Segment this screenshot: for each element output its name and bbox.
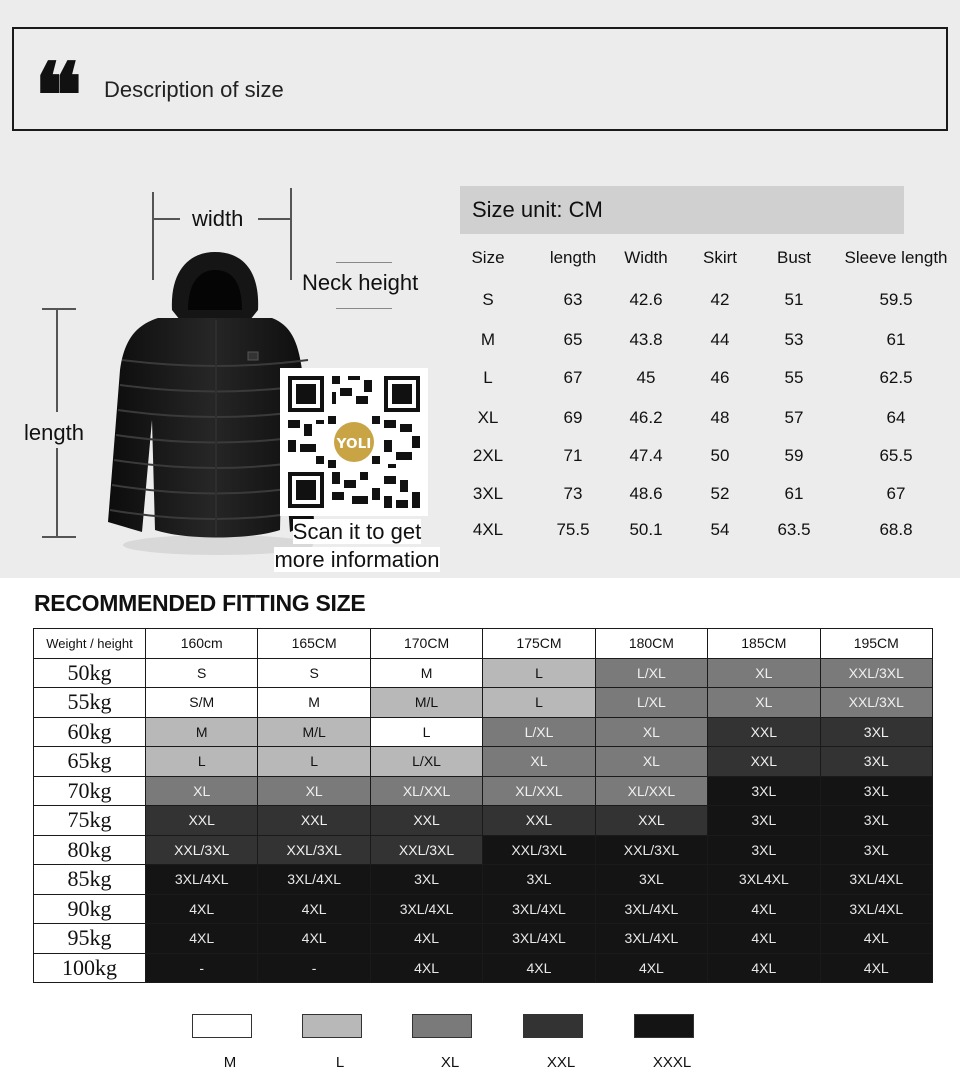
legend-label: XXL bbox=[546, 1054, 576, 1071]
grid-height-header: 175CM bbox=[483, 629, 595, 659]
size-table-cell: 57 bbox=[784, 408, 804, 427]
grid-size-cell: XXL/3XL bbox=[258, 835, 370, 865]
neck-height-label: Neck height bbox=[302, 270, 419, 295]
grid-weight-cell: 55kg bbox=[34, 688, 146, 718]
grid-size-cell: XXL/3XL bbox=[146, 835, 258, 865]
grid-size-cell: XXL/3XL bbox=[820, 688, 932, 718]
grid-size-cell: 3XL/4XL bbox=[258, 865, 370, 895]
size-table-header-cell: Skirt bbox=[703, 248, 737, 267]
grid-size-cell: XL bbox=[708, 658, 820, 688]
size-table-cell: M bbox=[480, 330, 496, 349]
width-line-left bbox=[152, 218, 180, 220]
grid-size-cell: S/M bbox=[146, 688, 258, 718]
size-table-cell: 50.1 bbox=[629, 520, 663, 539]
grid-size-cell: 4XL bbox=[820, 953, 932, 983]
grid-row bbox=[34, 865, 933, 895]
grid-size-cell: 4XL bbox=[146, 924, 258, 954]
grid-size-cell: 3XL/4XL bbox=[483, 894, 595, 924]
legend-swatch bbox=[192, 1014, 252, 1038]
legend-label: XL bbox=[440, 1054, 460, 1071]
grid-size-cell: M bbox=[258, 688, 370, 718]
grid-size-cell: XXL/3XL bbox=[483, 835, 595, 865]
grid-size-cell: XXL bbox=[258, 806, 370, 836]
grid-size-cell: XL/XXL bbox=[595, 776, 707, 806]
grid-row bbox=[34, 688, 933, 718]
size-table-cell: 3XL bbox=[472, 484, 504, 503]
grid-size-cell: 4XL bbox=[146, 894, 258, 924]
grid-weight-cell: 80kg bbox=[34, 835, 146, 865]
grid-size-cell: M/L bbox=[258, 717, 370, 747]
grid-size-cell: 3XL/4XL bbox=[370, 894, 482, 924]
grid-weight-cell: 60kg bbox=[34, 717, 146, 747]
grid-size-cell: L/XL bbox=[370, 747, 482, 777]
grid-row bbox=[34, 924, 933, 954]
size-table-cell: 43.8 bbox=[629, 330, 663, 349]
grid-size-cell: - bbox=[146, 953, 258, 983]
grid-size-cell: 3XL/4XL bbox=[146, 865, 258, 895]
grid-size-cell: 3XL/4XL bbox=[820, 865, 932, 895]
grid-weight-cell: 75kg bbox=[34, 806, 146, 836]
width-label: width bbox=[192, 206, 244, 231]
grid-size-cell: L/XL bbox=[595, 658, 707, 688]
grid-size-cell: L bbox=[483, 658, 595, 688]
legend-swatch bbox=[412, 1014, 472, 1038]
grid-size-cell: 3XL bbox=[370, 865, 482, 895]
size-table-cell: L bbox=[483, 368, 493, 387]
grid-weight-cell: 50kg bbox=[34, 658, 146, 688]
jacket-diagram bbox=[0, 140, 460, 580]
grid-weight-cell: 65kg bbox=[34, 747, 146, 777]
grid-size-cell: 3XL bbox=[483, 865, 595, 895]
grid-size-cell: M bbox=[146, 717, 258, 747]
size-table-cell: 45 bbox=[636, 368, 656, 387]
grid-size-cell: XL bbox=[483, 747, 595, 777]
size-table-cell: 63 bbox=[563, 290, 583, 309]
grid-row bbox=[34, 953, 933, 983]
size-table-cell: 65 bbox=[563, 330, 583, 349]
header-box bbox=[12, 27, 948, 149]
qr-caption-line1: Scan it to get bbox=[292, 519, 422, 544]
recommended-title: RECOMMENDED FITTING SIZE bbox=[34, 590, 366, 616]
legend-label: M bbox=[223, 1054, 237, 1071]
grid-size-cell: 4XL bbox=[258, 924, 370, 954]
grid-row bbox=[34, 717, 933, 747]
grid-size-cell: L bbox=[370, 717, 482, 747]
length-line-bottom bbox=[56, 448, 58, 538]
grid-row bbox=[34, 776, 933, 806]
legend-swatch bbox=[634, 1014, 694, 1038]
grid-size-cell: M bbox=[370, 658, 482, 688]
grid-size-cell: S bbox=[146, 658, 258, 688]
grid-size-cell: 3XL bbox=[820, 747, 932, 777]
grid-size-cell: 4XL bbox=[258, 894, 370, 924]
size-table-cell: 53 bbox=[784, 330, 804, 349]
grid-size-cell: 4XL bbox=[708, 924, 820, 954]
size-table-cell: 75.5 bbox=[556, 520, 590, 539]
grid-size-cell: XL/XXL bbox=[370, 776, 482, 806]
grid-size-cell: 3XL bbox=[820, 776, 932, 806]
grid-size-cell: XXL bbox=[146, 806, 258, 836]
grid-size-cell: XL/XXL bbox=[483, 776, 595, 806]
size-table-cell: 2XL bbox=[472, 446, 504, 465]
size-table-cell: 48.6 bbox=[629, 484, 663, 503]
grid-size-cell: L bbox=[258, 747, 370, 777]
grid-size-cell: - bbox=[258, 953, 370, 983]
size-table-cell: S bbox=[482, 290, 494, 309]
grid-height-header: 180CM bbox=[595, 629, 707, 659]
size-table-header-cell: Size bbox=[471, 248, 505, 267]
grid-size-cell: 3XL bbox=[820, 835, 932, 865]
grid-row bbox=[34, 806, 933, 836]
grid-header-row bbox=[34, 629, 933, 659]
size-table-cell: 59 bbox=[784, 446, 804, 465]
legend-swatch bbox=[302, 1014, 362, 1038]
grid-size-cell: XL bbox=[595, 747, 707, 777]
size-unit-bar: Size unit: CM bbox=[460, 186, 904, 234]
size-table-cell: 50 bbox=[710, 446, 730, 465]
grid-size-cell: 4XL bbox=[708, 953, 820, 983]
grid-size-cell: 3XL bbox=[708, 806, 820, 836]
page-title: Description of size bbox=[104, 77, 284, 102]
size-table-cell: 48 bbox=[710, 408, 730, 427]
length-top-tick bbox=[42, 308, 76, 310]
qr-code[interactable] bbox=[280, 368, 428, 516]
size-table-cell: 71 bbox=[563, 446, 583, 465]
grid-height-header: 185CM bbox=[708, 629, 820, 659]
size-table-cell: 62.5 bbox=[879, 368, 913, 387]
grid-size-cell: 3XL bbox=[708, 835, 820, 865]
grid-size-cell: L/XL bbox=[483, 717, 595, 747]
grid-row bbox=[34, 894, 933, 924]
grid-size-cell: XXL bbox=[708, 747, 820, 777]
length-line-top bbox=[56, 308, 58, 412]
grid-size-cell: 3XL4XL bbox=[708, 865, 820, 895]
grid-weight-cell: 85kg bbox=[34, 865, 146, 895]
grid-size-cell: 4XL bbox=[708, 894, 820, 924]
grid-row bbox=[34, 658, 933, 688]
grid-size-cell: L bbox=[483, 688, 595, 718]
size-table-cell: 61 bbox=[784, 484, 804, 503]
grid-size-cell: 4XL bbox=[370, 953, 482, 983]
size-table-cell: 68.8 bbox=[879, 520, 913, 539]
grid-size-cell: XL bbox=[708, 688, 820, 718]
recommended-size-grid bbox=[33, 628, 933, 983]
size-table-header-cell: Sleeve length bbox=[844, 248, 948, 267]
grid-size-cell: 4XL bbox=[820, 924, 932, 954]
grid-size-cell: XXL/3XL bbox=[370, 835, 482, 865]
size-table-cell: 47.4 bbox=[629, 446, 663, 465]
size-table-cell: 61 bbox=[886, 330, 906, 349]
length-label: length bbox=[24, 420, 84, 445]
size-table-cell: 67 bbox=[886, 484, 906, 503]
quote-icon: ❝ bbox=[34, 43, 83, 149]
grid-size-cell: XXL/3XL bbox=[820, 658, 932, 688]
grid-weight-cell: 70kg bbox=[34, 776, 146, 806]
grid-size-cell: M/L bbox=[370, 688, 482, 718]
grid-height-header: 165CM bbox=[258, 629, 370, 659]
grid-size-cell: XL bbox=[146, 776, 258, 806]
grid-size-cell: L/XL bbox=[595, 688, 707, 718]
qr-logo-text: YOLI bbox=[336, 436, 372, 452]
grid-size-cell: 3XL bbox=[820, 717, 932, 747]
grid-size-cell: 3XL bbox=[820, 806, 932, 836]
size-table-cell: 4XL bbox=[472, 520, 504, 539]
size-table-header-cell: Width bbox=[624, 248, 668, 267]
size-table-cell: 67 bbox=[563, 368, 583, 387]
grid-size-cell: XXL bbox=[708, 717, 820, 747]
size-table-cell: 69 bbox=[563, 408, 583, 427]
legend-label: L bbox=[335, 1054, 345, 1071]
size-table-cell: 65.5 bbox=[879, 446, 913, 465]
size-table-cell: 73 bbox=[563, 484, 583, 503]
grid-row bbox=[34, 835, 933, 865]
grid-size-cell: 4XL bbox=[483, 953, 595, 983]
grid-height-header: 160cm bbox=[146, 629, 258, 659]
legend-label: XXXL bbox=[652, 1054, 692, 1071]
size-table-cell: 42.6 bbox=[629, 290, 663, 309]
grid-size-cell: 4XL bbox=[370, 924, 482, 954]
grid-weight-cell: 100kg bbox=[34, 953, 146, 983]
qr-caption bbox=[262, 518, 452, 574]
grid-size-cell: XL bbox=[595, 717, 707, 747]
grid-row bbox=[34, 747, 933, 777]
grid-size-cell: 3XL bbox=[708, 776, 820, 806]
grid-size-cell: XXL bbox=[595, 806, 707, 836]
qr-code-icon bbox=[280, 368, 428, 516]
grid-size-cell: S bbox=[258, 658, 370, 688]
grid-size-cell: 3XL/4XL bbox=[595, 894, 707, 924]
size-table-cell: 64 bbox=[886, 408, 906, 427]
grid-corner-cell: Weight / height bbox=[34, 629, 146, 659]
grid-size-cell: 3XL/4XL bbox=[820, 894, 932, 924]
width-line-right bbox=[258, 218, 290, 220]
legend-swatch bbox=[523, 1014, 583, 1038]
size-table-cell: XL bbox=[477, 408, 499, 427]
size-table-cell: 46.2 bbox=[629, 408, 663, 427]
size-table-header-cell: Bust bbox=[776, 248, 812, 267]
neck-line-bottom bbox=[336, 308, 392, 309]
grid-size-cell: XL bbox=[258, 776, 370, 806]
length-bottom-tick bbox=[42, 536, 76, 538]
size-table-cell: 42 bbox=[710, 290, 730, 309]
size-table-cell: 59.5 bbox=[879, 290, 913, 309]
grid-height-header: 170CM bbox=[370, 629, 482, 659]
grid-size-cell: 4XL bbox=[595, 953, 707, 983]
size-table-cell: 63.5 bbox=[777, 520, 811, 539]
grid-size-cell: 3XL bbox=[595, 865, 707, 895]
grid-weight-cell: 95kg bbox=[34, 924, 146, 954]
grid-size-cell: 3XL/4XL bbox=[595, 924, 707, 954]
grid-size-cell: L bbox=[146, 747, 258, 777]
grid-height-header: 195CM bbox=[820, 629, 932, 659]
size-table-cell: 54 bbox=[710, 520, 730, 539]
qr-caption-line2: more information bbox=[274, 547, 440, 572]
grid-size-cell: XXL/3XL bbox=[595, 835, 707, 865]
size-table-cell: 44 bbox=[710, 330, 730, 349]
size-table-cell: 46 bbox=[710, 368, 730, 387]
grid-weight-cell: 90kg bbox=[34, 894, 146, 924]
size-table-header-cell: length bbox=[549, 248, 597, 267]
size-table-cell: 55 bbox=[784, 368, 804, 387]
size-table-cell: 52 bbox=[710, 484, 730, 503]
shade-legend bbox=[0, 1010, 960, 1080]
grid-size-cell: XXL bbox=[370, 806, 482, 836]
neck-line-top bbox=[336, 262, 392, 263]
grid-size-cell: XXL bbox=[483, 806, 595, 836]
size-table-cell: 51 bbox=[784, 290, 804, 309]
grid-size-cell: 3XL/4XL bbox=[483, 924, 595, 954]
